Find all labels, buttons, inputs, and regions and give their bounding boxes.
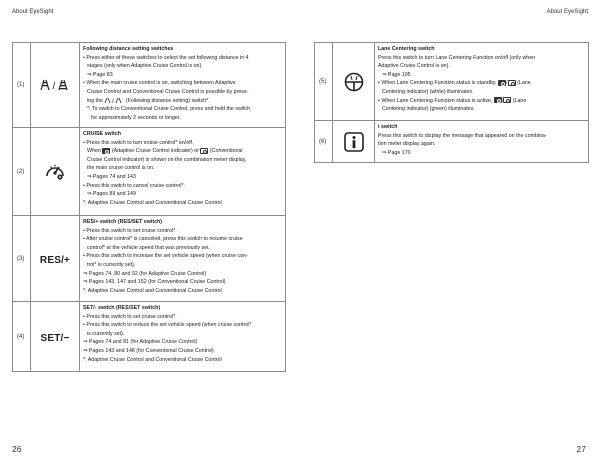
lane-centering-indicator-icon <box>498 80 506 86</box>
row-title: Lane Centering switch <box>378 46 435 52</box>
row-description: i switch Press this switch to display the message that appeared on the combina- tion meter display again. ⇒ Page 170 <box>375 121 589 163</box>
svg-text:/: / <box>112 98 115 104</box>
lane-centering-indicator-icon <box>503 97 511 103</box>
table-row <box>13 43 286 128</box>
switch-table-right <box>314 42 589 163</box>
row-title: CRUISE switch <box>83 131 121 137</box>
switch-table-left <box>12 42 286 372</box>
row-number: (3) <box>13 216 31 302</box>
row-description: SET/- switch (RES/SET switch) • Press this switch to set cruise control*. • Press this switch to reduce the set vehicle speed (when cruise control* is currently set). ⇒ Pages 74 and 81 (for Adaptive Cruise Control) ⇒ Pages 143 and 148 (for Conventional Cruise Control) *: Adaptive Cruise Control and Conventional Cruise Control <box>80 302 286 372</box>
table-row <box>315 121 589 163</box>
row-number: (2) <box>13 128 31 216</box>
adaptive-cruise-indicator-icon <box>102 148 110 154</box>
row-title: Following distance setting switches <box>83 46 174 52</box>
row-description: CRUISE switch • Press this switch to turn cruise control* on/off. When (Adaptive Cruise Control indicator) or (Conventional Cruise Control indicator) is shown on the combination meter display, the main cruise control is on. ⇒ Pages 74 and 143 • Press this switch to cancel cruise control*. ⇒ Pages 89 and 149 *: Adaptive Cruise Control and Conventional Cruise Control <box>80 128 286 216</box>
row-number: (1) <box>13 43 31 128</box>
lane-centering-indicator-icon <box>508 80 516 86</box>
lane-centering-icon <box>333 43 375 121</box>
set-minus-switch-icon: SET/− <box>31 302 80 372</box>
row-title: i switch <box>378 124 398 130</box>
row-number: (5) <box>315 43 333 121</box>
following-distance-icon <box>104 97 124 104</box>
table-row <box>13 302 286 372</box>
running-header-left: About EyeSight <box>12 9 54 15</box>
row-title: RES/+ switch (RES/SET switch) <box>83 219 163 225</box>
row-number: (6) <box>315 121 333 163</box>
running-header-right: About EyeSight <box>546 9 588 15</box>
following-distance-icon <box>31 43 80 128</box>
conventional-cruise-indicator-icon <box>200 148 208 154</box>
row-number: (4) <box>13 302 31 372</box>
table-row <box>315 43 589 121</box>
info-icon <box>333 121 375 163</box>
table-row <box>13 128 286 216</box>
row-description: RES/+ switch (RES/SET switch) • Press this switch to set cruise control*. • After cruise control* is canceled, press this switch to resume cruise control* at the vehicle speed that was previously set. • Press this switch to increase the set vehicle speed (when cruise con- trol* is currently set). ⇒ Pages 74, 80 and 92 (for Adaptive Cruise Control) ⇒ Pages 143, 147 and 152 (for Conventional Cruise Control) *: Adaptive Cruise Control and Conventional Cruise Control <box>80 216 286 302</box>
row-description: Lane Centering switch Press this switch to turn Lane Centering Function on/off (only when Adaptive Cruise Control is on). ⇒ Page 105 • When Lane Centering Function status is standby, / (Lane Centering indicator) (white) illuminates. • When Lane Centering Function status is active, / (Lane Centering indicator) (green) illuminates. <box>375 43 589 121</box>
page-number-right: 27 <box>576 444 586 454</box>
row-description: Following distance setting switches • Press either of these switches to select the set following distance in 4 stages (only when Adaptive Cruise Control is on). ⇒ Page 83 • When the main cruise control is on, switching between Adaptive Cruise Control and Conventional Cruise Control is possible by press- ing the / (Following distance setting) switch*. *: To switch to Conventional Cruise Control, press and hold the switch for approximately 2 seconds or longer. <box>80 43 286 128</box>
table-row <box>13 216 286 302</box>
res-plus-switch-icon: RES/+ <box>31 216 80 302</box>
cruise-icon <box>31 128 80 216</box>
lane-centering-indicator-icon <box>494 97 502 103</box>
svg-text:/: / <box>52 80 56 92</box>
page-number-left: 26 <box>12 444 22 454</box>
row-title: SET/- switch (RES/SET switch) <box>83 305 161 311</box>
